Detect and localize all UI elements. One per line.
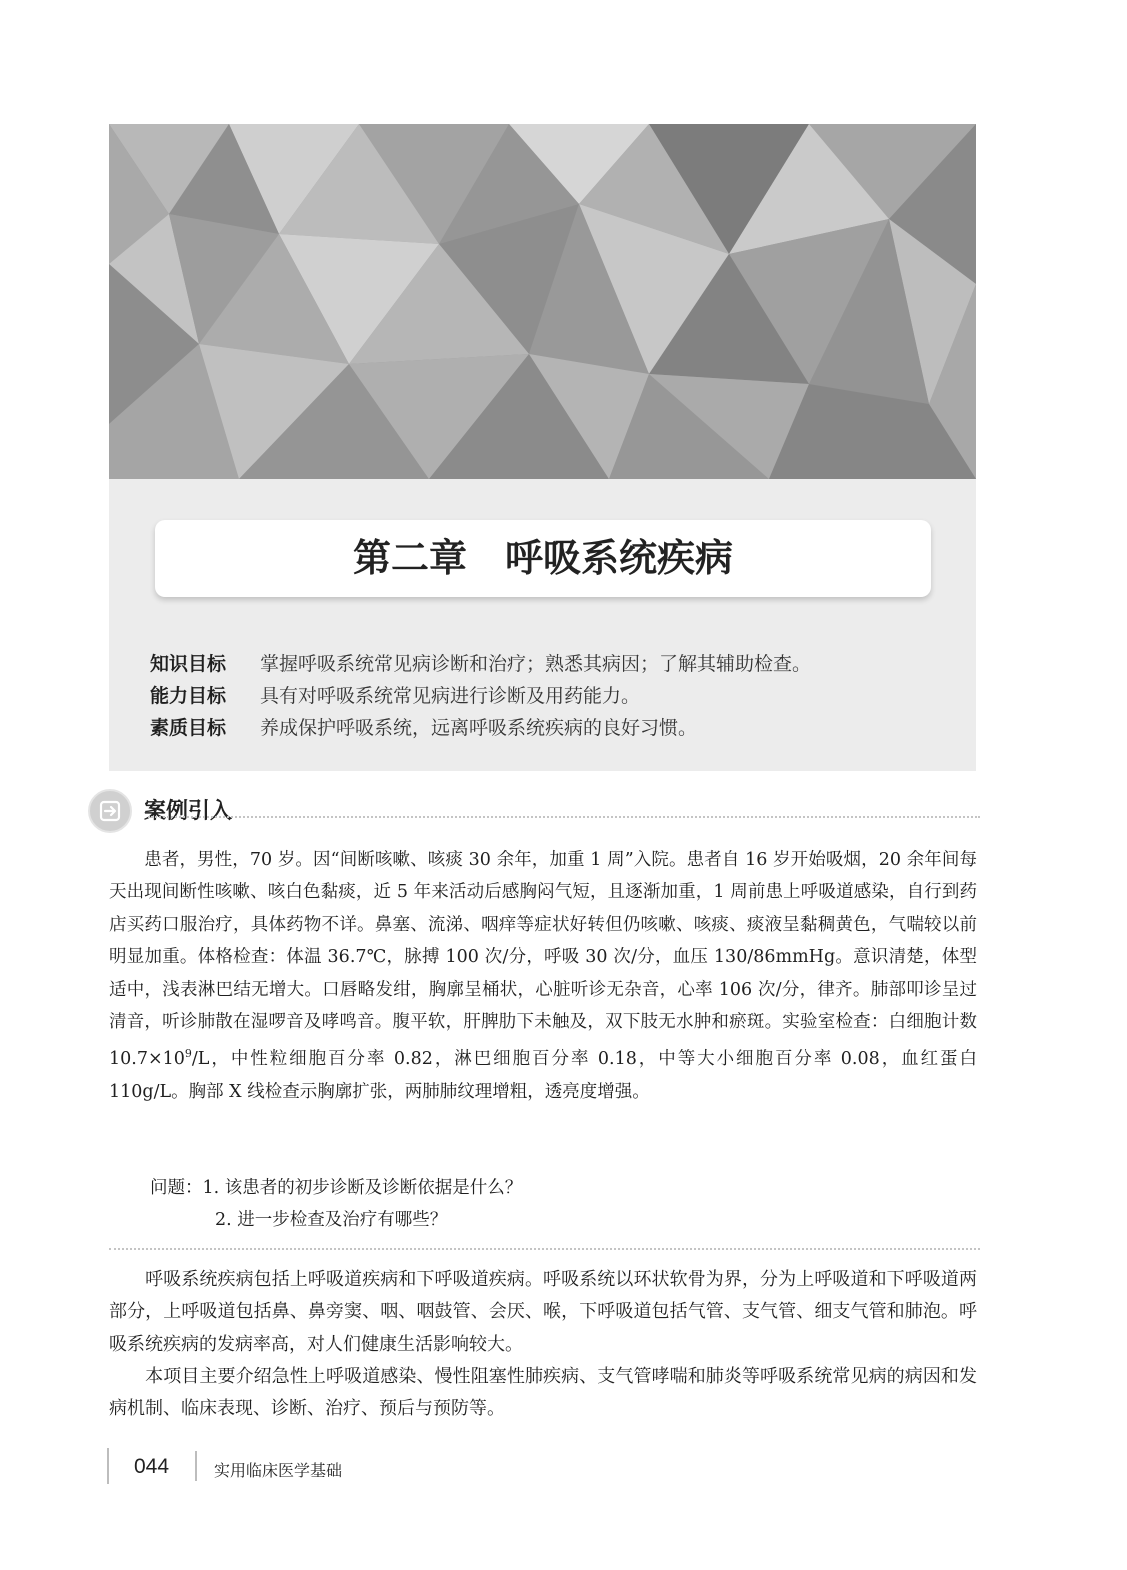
objective-row-quality bbox=[150, 713, 697, 743]
objective-row-ability bbox=[150, 681, 640, 711]
objective-label: 知识目标 bbox=[150, 653, 227, 675]
footer-rule bbox=[107, 1448, 109, 1484]
intro-paragraph-2: 本项目主要介绍急性上呼吸道感染、慢性阻塞性肺疾病、支气管哮喘和肺炎等呼吸系统常见病的病因和发病机制、临床表现、诊断、治疗、预后与预防等。 bbox=[109, 1366, 977, 1420]
chapter-title: 第二章 呼吸系统疾病 bbox=[155, 520, 931, 597]
part-banner bbox=[109, 124, 976, 479]
footer-separator bbox=[195, 1451, 197, 1481]
question-text: 1. 该患者的初步诊断及诊断依据是什么？ bbox=[202, 1178, 523, 1198]
case-heading: 案例引入 bbox=[144, 799, 233, 824]
question-label: 问题： bbox=[150, 1178, 203, 1198]
case-enter-icon bbox=[88, 789, 132, 833]
page-number: 044 bbox=[134, 1455, 170, 1478]
objective-label: 能力目标 bbox=[150, 685, 227, 707]
objective-text: 养成保护呼吸系统，远离呼吸系统疾病的良好习惯。 bbox=[260, 717, 698, 739]
case-body bbox=[109, 844, 977, 1108]
question-1 bbox=[150, 1174, 522, 1199]
question-2 bbox=[215, 1206, 447, 1231]
intro-paragraph-1: 呼吸系统疾病包括上呼吸道疾病和下呼吸道疾病。呼吸系统以环状软骨为界，分为上呼吸道和下呼吸道两部分，上呼吸道包括鼻、鼻旁窦、咽、咽鼓管、会厌、喉，下呼吸道包括气管、支气管、细支气管和肺泡。呼吸系统疾病的发病率高，对人们健康生活影响较大。 bbox=[109, 1269, 977, 1355]
case-body-text: 患者，男性，70 岁。因“间断咳嗽、咳痰 30 余年，加重 1 周”入院。患者自 16 岁开始吸烟，20 余年间每天出现间断性咳嗽、咳白色黏痰，近 5 年来活动后感胸闷气短，且逐渐加重，1 周前患上呼吸道感染，自行到药店买药口服治疗，具体药物不详。鼻塞、流涕、咽痒等症状好转但仍咳嗽、咳痰、痰液呈黏稠黄色，气喘较以前明显加重。体格检查：体温 36.7℃，脉搏 100 次/分，呼吸 30 次/分，血压 130/86mmHg。意识清楚，体型适中，浅表淋巴结无增大。口唇略发绀，胸廓呈桶状，心脏听诊无杂音，心率 106 次/分，律齐。肺部叩诊呈过清音，听诊肺散在湿啰音及哮鸣音。腹平软，肝脾肋下未触及，双下肢无水肿和瘀斑。实验室检查：白细胞计数 10.7×10 bbox=[109, 850, 977, 1070]
case-body-text-2: /L，中性粒细胞百分率 0.82，淋巴细胞百分率 0.18，中等大小细胞百分率 0.08，血红蛋白 110g/L。胸部 X 线检查示胸廓扩张，两肺肺纹理增粗，透亮度增强。 bbox=[109, 1049, 977, 1102]
lowpoly-background-art bbox=[109, 124, 976, 479]
case-section-header bbox=[88, 788, 980, 832]
book-title: 实用临床医学基础 bbox=[214, 1461, 343, 1480]
objective-row-knowledge bbox=[150, 649, 811, 679]
objective-label: 素质目标 bbox=[150, 717, 227, 739]
exponent: 9 bbox=[184, 1047, 192, 1061]
divider bbox=[109, 1248, 980, 1250]
objective-text: 具有对呼吸系统常见病进行诊断及用药能力。 bbox=[260, 685, 641, 707]
objective-text: 掌握呼吸系统常见病诊断和治疗；熟悉其病因；了解其辅助检查。 bbox=[260, 653, 812, 675]
divider bbox=[148, 816, 980, 818]
question-text: 2. 进一步检查及治疗有哪些？ bbox=[215, 1210, 448, 1230]
